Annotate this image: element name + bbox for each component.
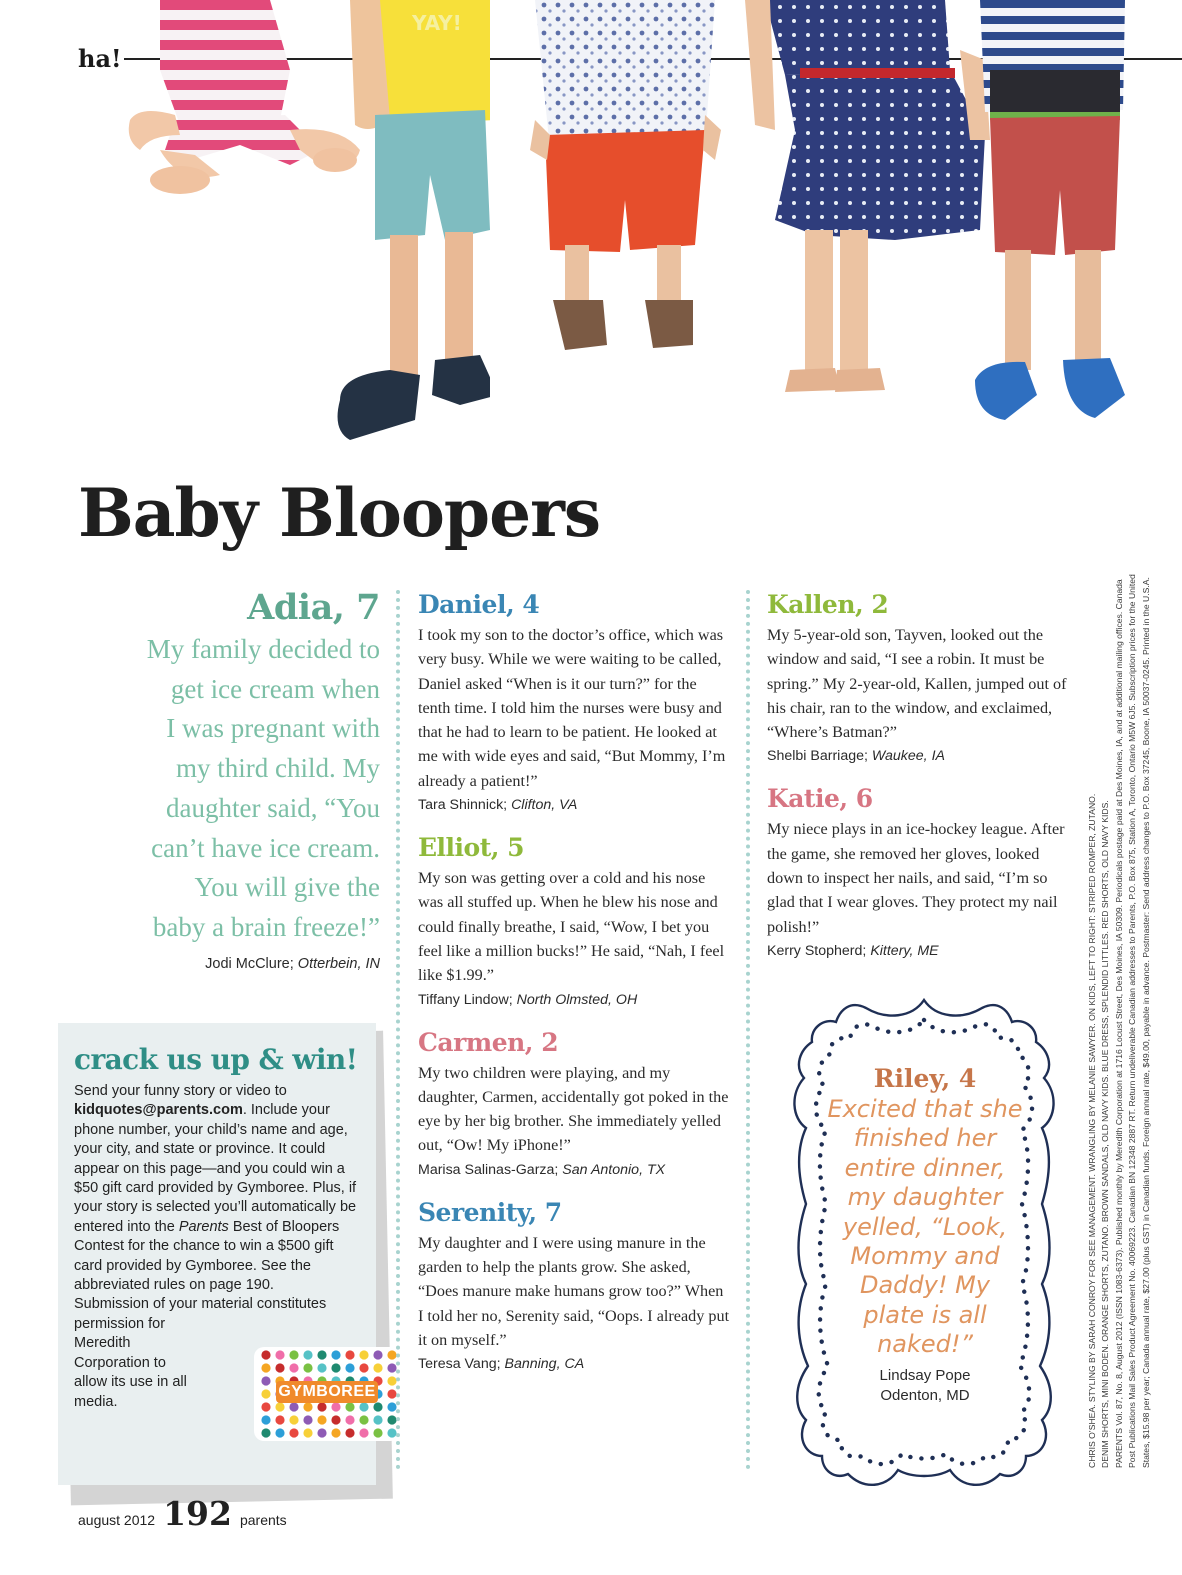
story-body: My son was getting over a cold and his nose was all stuffed up. When he blew his nose and could finally breathe, I said, “Wow, I bet you feel like a million bucks!” He said, “Nah, I feel like $1.99.” (418, 869, 725, 985)
gift-card-dot (359, 1428, 368, 1437)
story-body: My 5-year-old son, Tayven, looked out the window and said, “I see a robin. It must be spring.” My 2-year-old, Kallen, jumped out of his chair, ran to the window, and exclaimed, “Where’s Batman?” (767, 626, 1067, 742)
story-body: I took my son to the doctor’s office, which was very busy. While we were waiting to be called, Daniel asked “When is it our turn?” for the tenth time. I told him the nurses were busy and that he had to learn to be patient. He looked at me with wide eyes and said, “But Mommy, I’m already a patient!” (418, 626, 726, 790)
featured-story (60, 587, 380, 972)
gift-card-dot (345, 1415, 354, 1424)
story-credit (418, 1160, 730, 1180)
featured-credit (60, 956, 380, 972)
riley-story (826, 1064, 1024, 1406)
page-number: 192 (163, 1494, 232, 1533)
gift-card-dot (275, 1350, 284, 1359)
gift-card-dot (345, 1350, 354, 1359)
gift-card-dot (261, 1350, 270, 1359)
featured-quote-line: daughter said, “You (166, 792, 380, 823)
story-credit (418, 795, 730, 815)
column-divider (396, 590, 400, 1470)
credit-line: Post Publications Mail Sales Product Agreement No. 40069223. Canadian BN 12348 2887 RT. Return undeliverable Canadian addresses to Parents, P.O. Box 875, Station A, Toronto, Ontario M5W 6J5. Subscription prices for the United (1127, 574, 1138, 1468)
gift-card-dot (359, 1363, 368, 1372)
credit-name: Tiffany Lindow; (418, 991, 517, 1008)
credit-line: PARENTS Vol. 87, No. 8, August 2012 (ISSN 1083-6373). Published monthly by Meredith Corporation at 1716 Locust Street, Des Moines, IA 50309. Periodicals postage paid at Des Moines, IA, and at additional mailing offices. Canada (1113, 579, 1124, 1468)
gift-card-dot (317, 1350, 326, 1359)
credit-location: Banning, CA (504, 1356, 585, 1373)
featured-name: Adia, 7 (247, 587, 380, 628)
featured-quote-line: my third child. My (176, 753, 380, 784)
column-divider (746, 590, 750, 1470)
featured-quote-line: I was pregnant with (166, 713, 380, 744)
gift-card-dot (359, 1402, 368, 1411)
gift-card-dot (303, 1428, 312, 1437)
kid-striped-shirt (975, 0, 1130, 430)
magazine-name: parents (239, 1512, 287, 1528)
header-photo (0, 0, 1182, 450)
gift-card-dot (359, 1415, 368, 1424)
gift-card-dot (303, 1415, 312, 1424)
story-name: Elliot, 5 (418, 833, 525, 863)
featured-quote-line: baby a brain freeze!” (152, 911, 380, 942)
story-body: My two children were playing, and my daughter, Carmen, accidentally got poked in the eye by her big brother. She immediately yelled out, “Ow! My iPhone!” (418, 1063, 729, 1155)
section-tag: ha! (78, 44, 122, 73)
gift-card-dot (275, 1402, 284, 1411)
kid-paisley-shirt (525, 0, 725, 360)
photo-and-publication-credits (1086, 378, 1153, 1468)
credit-line: States, $15.98 per year; Canada annual rate, $27.00 (plus GST) in Canadian funds. Foreign annual rate, $49.00, payable in advance. Postmaster: Send address changes to P.O. Box 37245, Boone, IA 50037-0245. Printed in the U.S.A. (1140, 577, 1151, 1468)
story-name: Kallen, 2 (767, 590, 889, 619)
credit-location: San Antonio, TX (562, 1161, 666, 1178)
gift-card-dot (261, 1389, 270, 1398)
credit-location: Kittery, ME (870, 942, 939, 959)
gift-card-dot (331, 1402, 340, 1411)
gift-card-dot (289, 1428, 298, 1437)
gift-card-dot (275, 1415, 284, 1424)
featured-credit-name: Jodi McClure; (205, 955, 298, 972)
featured-quote-line: can’t have ice cream. (151, 832, 380, 863)
gift-card-dot (331, 1428, 340, 1437)
gift-card-dot (331, 1363, 340, 1372)
gift-card-dot (289, 1363, 298, 1372)
story-credit (418, 990, 730, 1010)
gymboree-logo: GYMBOREE (276, 1381, 378, 1403)
story-name: Katie, 6 (767, 784, 873, 814)
gift-card-dot (317, 1402, 326, 1411)
featured-quote-line: My family decided to (146, 634, 380, 664)
gift-card-dot (303, 1350, 312, 1359)
contest-magazine-name: Parents (178, 1218, 229, 1235)
gift-card-dot (261, 1415, 270, 1424)
gift-card-dot (261, 1402, 270, 1411)
shirt-print: YAY! (412, 11, 462, 35)
story-credit (767, 746, 1077, 766)
gift-card-dot (317, 1428, 326, 1437)
story-body: My niece plays in an ice-hockey league. After the game, she removed her gloves, looked down to inspect her nails, and said, “I’m so glad that I wear gloves. They protect my nail polish!” (767, 820, 1065, 936)
contest-title: crack us up & win! (74, 1043, 358, 1076)
page-title: Baby Bloopers (78, 474, 600, 552)
gift-card-dot (345, 1402, 354, 1411)
riley-frame (786, 994, 1062, 1490)
gift-card-dot (373, 1350, 382, 1359)
gift-card-dot (261, 1363, 270, 1372)
gift-card-dot (373, 1363, 382, 1372)
gift-card-dot (289, 1402, 298, 1411)
kid-yellow-shirt (320, 0, 490, 450)
contest-box (58, 1023, 376, 1485)
gift-card-dot (275, 1363, 284, 1372)
gift-card-dot (303, 1402, 312, 1411)
gift-card-dot (317, 1415, 326, 1424)
issue-date: august 2012 (78, 1512, 156, 1528)
contest-text: Submission of your material constitutes (74, 1296, 327, 1313)
gymboree-gift-card (254, 1347, 400, 1441)
story-credit (767, 941, 1077, 961)
riley-credit (826, 1366, 1024, 1406)
featured-quote-line: You will give the (194, 872, 380, 903)
story-serenity (418, 1198, 730, 1374)
contest-text: . Include your phone number, your child’s name and age, your city, and state or province. It could appear on this page—and you could win a $50 gift card provided by Gymboree. Plus, if your story is selected you’ll automatically be entered into the (74, 1102, 357, 1235)
gift-card-dot (289, 1415, 298, 1424)
gift-card-dot (345, 1363, 354, 1372)
featured-credit-location: Otterbein, IN (297, 955, 380, 972)
contest-text: permission for Meredith Corporation to allow its use in all media. (74, 1315, 187, 1410)
gift-card-dot (275, 1428, 284, 1437)
gift-card-dot (373, 1415, 382, 1424)
featured-quote (60, 630, 380, 948)
story-body: My daughter and I were using manure in the garden to help the plants grow. She asked, “Does manure make humans grow too?” When I told her no, Serenity said, “Oops. I already put it on myself.” (418, 1233, 730, 1349)
credit-line: DENIM SHORTS, MINI BODEN. ORANGE SHORTS, ZUTANO. BROWN SANDALS, OLD NAVY KIDS. BLUE DRESS, SPLENDID LITTLES. RED SHORTS, OLD NAVY KIDS. (1100, 800, 1111, 1468)
gift-card-dot (261, 1376, 270, 1385)
riley-quote: Excited that she finished her entire dinner, my daughter yelled, “Look, Mommy and Daddy! My plate is all naked!” (827, 1095, 1023, 1359)
story-carmen (418, 1028, 730, 1180)
gift-card-dot (345, 1428, 354, 1437)
page-footer (78, 1494, 287, 1533)
contest-text: Best of Bloopers Contest for the chance to win a $500 gift card provided by Gymboree. See the abbreviated rules on page 190. (74, 1218, 340, 1294)
contest-email-link[interactable]: kidquotes@parents.com (74, 1102, 243, 1119)
credit-line: CHRIS O’SHEA. STYLING BY SARAH CONROY FOR SEE MANAGEMENT. WRANGLING BY MELANIE SAWYER. ON KIDS, LEFT TO RIGHT: STRIPED ROMPER, ZUTANO. (1087, 793, 1097, 1468)
riley-credit-location: Odenton, MD (880, 1386, 970, 1404)
gift-card-dot (359, 1350, 368, 1359)
gift-card-dot (331, 1350, 340, 1359)
story-katie (767, 784, 1077, 960)
story-daniel (418, 590, 730, 815)
gift-card-dot (303, 1363, 312, 1372)
story-credit (418, 1354, 730, 1374)
gift-card-dot (317, 1363, 326, 1372)
gift-card-dot (373, 1402, 382, 1411)
credit-location: North Olmsted, OH (516, 991, 638, 1008)
riley-name: Riley, 4 (873, 1064, 977, 1093)
riley-credit-name: Lindsay Pope (879, 1366, 971, 1384)
credit-name: Shelbi Barriage; (767, 748, 872, 765)
credit-location: Clifton, VA (511, 797, 578, 814)
story-elliot (418, 833, 730, 1009)
story-kallen (767, 590, 1077, 766)
middle-column (418, 590, 730, 1392)
gift-card-dot (289, 1350, 298, 1359)
featured-quote-line: get ice cream when (170, 673, 380, 704)
credit-name: Marisa Salinas-Garza; (418, 1161, 563, 1178)
credit-name: Teresa Vang; (418, 1356, 505, 1373)
credit-name: Kerry Stopherd; (767, 942, 871, 959)
story-name: Serenity, 7 (418, 1197, 562, 1227)
story-name: Daniel, 4 (418, 590, 540, 619)
credit-location: Waukee, IA (871, 748, 945, 765)
gift-card-dot (331, 1415, 340, 1424)
gift-card-dot (261, 1428, 270, 1437)
credit-name: Tara Shinnick; (418, 797, 512, 814)
contest-text: Send your funny story or video to (74, 1083, 287, 1099)
gift-card-dot (373, 1428, 382, 1437)
right-column (767, 590, 1077, 979)
kid-polkadot-dress (745, 0, 995, 400)
story-name: Carmen, 2 (418, 1027, 559, 1057)
